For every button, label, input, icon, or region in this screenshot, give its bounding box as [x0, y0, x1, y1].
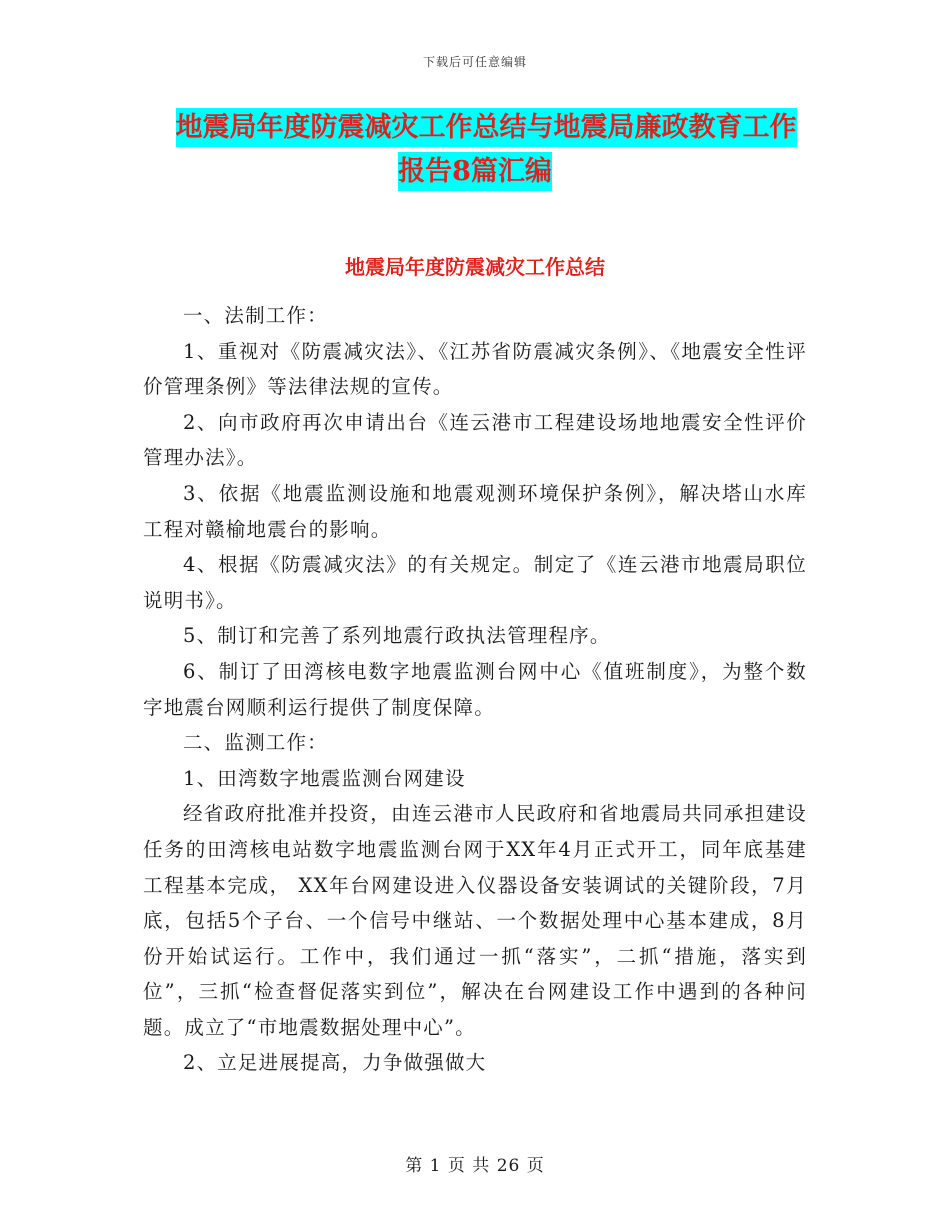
paragraph: 1、重视对《防震减灾法》、《江苏省防震减灾条例》、《地震安全性评价管理条例》等法律法规的宣传。 — [143, 339, 807, 399]
document-title-line-1 — [0, 114, 950, 141]
paragraph: 4、根据《防震减灾法》的有关规定。制定了《连云港市地震局职位说明书》。 — [143, 553, 807, 612]
title-highlight-2: 报告8篇汇编 — [398, 152, 552, 191]
document-body — [143, 298, 807, 1081]
paragraph-heading-monitoring: 二、监测工作： — [182, 731, 328, 755]
paragraph: 5、制订和完善了系列地震行政执法管理程序。 — [182, 624, 611, 648]
title-highlight-1: 地震局年度防震减灾工作总结与地震局廉政教育工作 — [176, 108, 797, 147]
paragraph: 1、田湾数字地震监测台网建设 — [182, 766, 466, 790]
section-title: 地震局年度防震减灾工作总结 — [345, 255, 605, 279]
document-title-line-2 — [0, 158, 950, 185]
paragraph: 3、依据《地震监测设施和地震观测环境保护条例》，解决塔山水库工程对赣榆地震台的影响。 — [143, 481, 807, 541]
paragraph: 6、制订了田湾核电数字地震监测台网中心《值班制度》，为整个数字地震台网顺利运行提供了制度保障。 — [143, 659, 807, 719]
header-note: 下载后可任意编辑 — [422, 55, 527, 69]
paragraph: 经省政府批准并投资，由连云港市人民政府和省地震局共同承担建设任务的田湾核电站数字地震监测台网于XX年4月正式开工，同年底基建工程基本完成， XX年台网建设进入仪器设备安装调试的关键阶段，7月底，包括5个子台、一个信号中继站、一个数据处理中心基本建成，8月份开始试运行。工作中，我们通过一抓“落实”，二抓“措施，落实到位”，三抓“检查督促落实到位”，解决在台网建设工作中遇到的各种问题。成立了“市地震数据处理中心”。 — [143, 802, 807, 1039]
paragraph: 2、立足进展提高，力争做强做大 — [182, 1051, 487, 1075]
paragraph: 2、向市政府再次申请出台《连云港市工程建设场地地震安全性评价管理办法》。 — [143, 410, 807, 470]
page-footer: 第 1 页 共 26 页 — [405, 1156, 545, 1176]
paragraph-heading-legal: 一、法制工作： — [182, 304, 328, 327]
